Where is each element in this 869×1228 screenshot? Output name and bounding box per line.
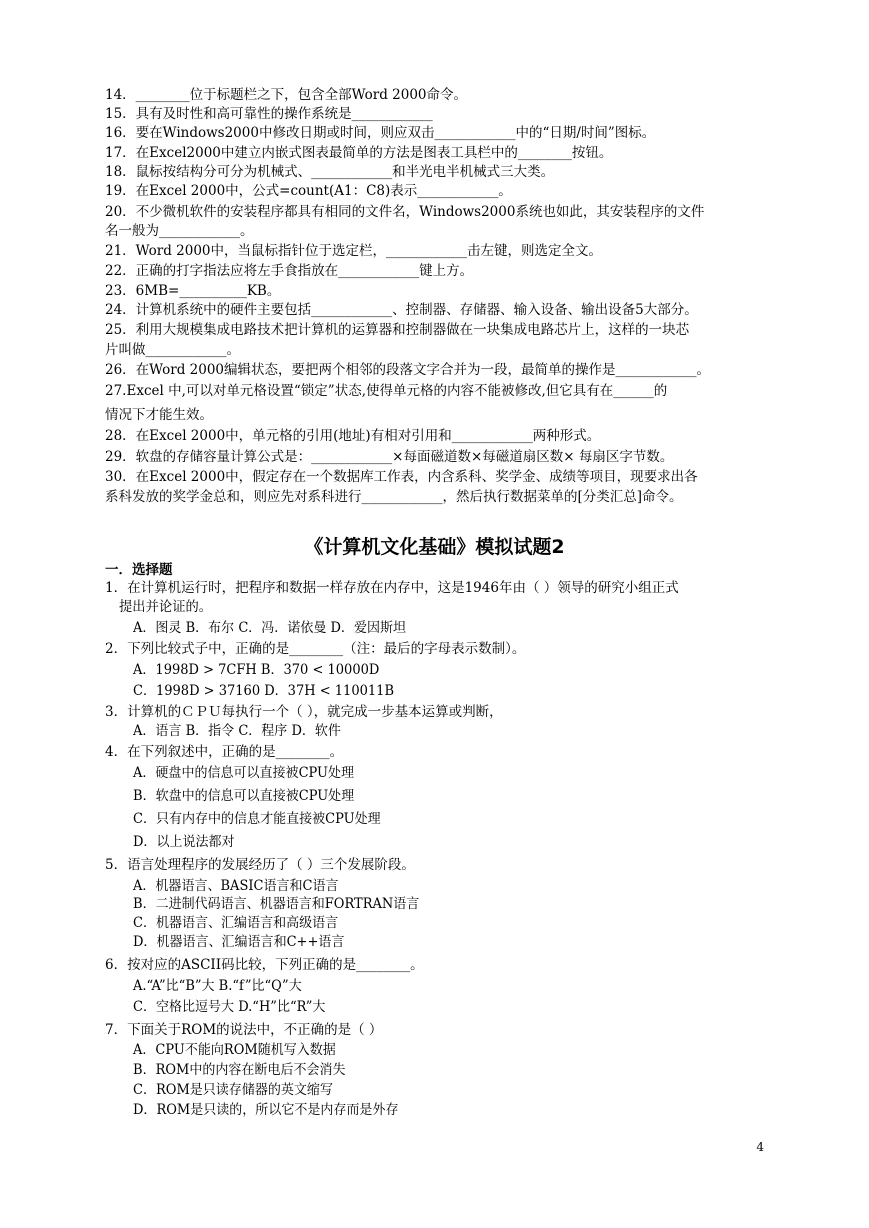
question-line: 18．鼠标按结构分可分为机械式、____________和半光电半机械式三大类。 xyxy=(105,164,555,180)
question-line: D．ROM是只读的，所以它不是内存而是外存 xyxy=(133,1102,399,1118)
question-line: 21．Word 2000中，当鼠标指针位于选定栏，____________击左键，则选定全文。 xyxy=(105,243,603,259)
question-line: 名一般为____________。 xyxy=(105,223,254,239)
section-heading: 一．选择题 xyxy=(105,562,173,578)
question-line: 27.Excel 中,可以对单元格设置“锁定”状态,使得单元格的内容不能被修改,但它具有在______的 xyxy=(105,383,668,399)
question-line: 14．________位于标题栏之下，包含全部Word 2000命令。 xyxy=(105,87,468,103)
question-line: B．二进制代码语言、机器语言和FORTRAN语言 xyxy=(133,896,420,912)
question-line: 5．语言处理程序的发展经历了（ ）三个发展阶段。 xyxy=(105,857,415,873)
question-line: C．ROM是只读存储器的英文缩写 xyxy=(133,1082,333,1098)
question-line: 6．按对应的ASCII码比较，下列正确的是________。 xyxy=(105,957,424,973)
question-line: 23．6MB=__________KB。 xyxy=(105,283,281,299)
question-line: B．软盘中的信息可以直接被CPU处理 xyxy=(133,788,355,804)
question-line: 25．利用大规模集成电路技术把计算机的运算器和控制器做在一块集成电路芯片上，这样的一块芯 xyxy=(105,322,690,338)
exam-title: 《计算机文化基础》模拟试题2 xyxy=(304,536,565,558)
question-line: 7．下面关于ROM的说法中，不正确的是（ ） xyxy=(105,1022,383,1038)
question-line: C．机器语言、汇编语言和高级语言 xyxy=(133,915,339,931)
question-line: 29．软盘的存储容量计算公式是：____________×每面磁道数×每磁道扇区数× 每扇区字节数。 xyxy=(105,449,674,465)
question-line: C．1998D > 37160 D．37H < 110011B xyxy=(133,683,395,699)
question-line: 片叫做____________。 xyxy=(105,342,240,358)
question-line: 26．在Word 2000编辑状态，要把两个相邻的段落文字合并为一段，最简单的操作是____________。 xyxy=(105,362,711,378)
page-number: 4 xyxy=(756,1140,764,1154)
question-line: A．硬盘中的信息可以直接被CPU处理 xyxy=(133,765,355,781)
question-line: A．语言 B．指令 C．程序 D．软件 xyxy=(133,723,341,739)
question-line: 30．在Excel 2000中，假定存在一个数据库工作表，内含系科、奖学金、成绩等项目，现要求出各 xyxy=(105,469,698,485)
question-line: 20．不少微机软件的安装程序都具有相同的文件名，Windows2000系统也如此，其安装程序的文件 xyxy=(105,204,705,220)
question-line: 16．要在Windows2000中修改日期或时间，则应双击____________中的“日期/时间”图标。 xyxy=(105,125,656,141)
question-line: D．以上说法都对 xyxy=(133,834,235,850)
question-line: C．只有内存中的信息才能直接被CPU处理 xyxy=(133,811,381,827)
question-line: 19．在Excel 2000中，公式=count(A1：C8)表示____________。 xyxy=(105,183,512,199)
question-line: B．ROM中的内容在断电后不会消失 xyxy=(133,1062,346,1078)
question-line: 22．正确的打字指法应将左手食指放在____________键上方。 xyxy=(105,263,474,279)
question-line: D．机器语言、汇编语言和C++语言 xyxy=(133,934,345,950)
question-line: 28．在Excel 2000中，单元格的引用(地址)有相对引用和____________两种形式。 xyxy=(105,428,601,444)
question-line: 提出并论证的。 xyxy=(119,599,213,615)
question-line: 24．计算机系统中的硬件主要包括____________、控制器、存储器、输入设备、输出设备5大部分。 xyxy=(105,302,698,318)
question-line: A.“A”比“B”大 B.“f”比“Q”大 xyxy=(133,978,302,994)
question-line: 3．计算机的ＣＰＵ每执行一个（ ），就完成一步基本运算或判断， xyxy=(105,704,503,720)
question-line: 1．在计算机运行时，把程序和数据一样存放在内存中，这是1946年由（ ）领导的研究小组正式 xyxy=(105,580,679,596)
question-line: 2．下列比较式子中，正确的是________（注：最后的字母表示数制）。 xyxy=(105,641,526,657)
question-line: 15．具有及时性和高可靠性的操作系统是____________ xyxy=(105,106,433,122)
question-line: C．空格比逗号大 D.“H”比“R”大 xyxy=(133,999,326,1015)
question-line: A．图灵 B．布尔 C．冯．诺依曼 D．爱因斯坦 xyxy=(133,620,407,636)
question-line: A．机器语言、BASIC语言和C语言 xyxy=(133,878,339,894)
question-line: 情况下才能生效。 xyxy=(105,407,213,423)
question-line: 系科发放的奖学金总和，则应先对系科进行____________，然后执行数据菜单的[分类汇总]命令。 xyxy=(105,489,683,505)
question-line: 17．在Excel2000中建立内嵌式图表最简单的方法是图表工具栏中的________按钮。 xyxy=(105,145,613,161)
question-line: 4．在下列叙述中，正确的是________。 xyxy=(105,744,344,760)
question-line: A．CPU不能向ROM随机写入数据 xyxy=(133,1042,336,1058)
question-line: A．1998D > 7CFH B．370 < 10000D xyxy=(133,662,380,678)
